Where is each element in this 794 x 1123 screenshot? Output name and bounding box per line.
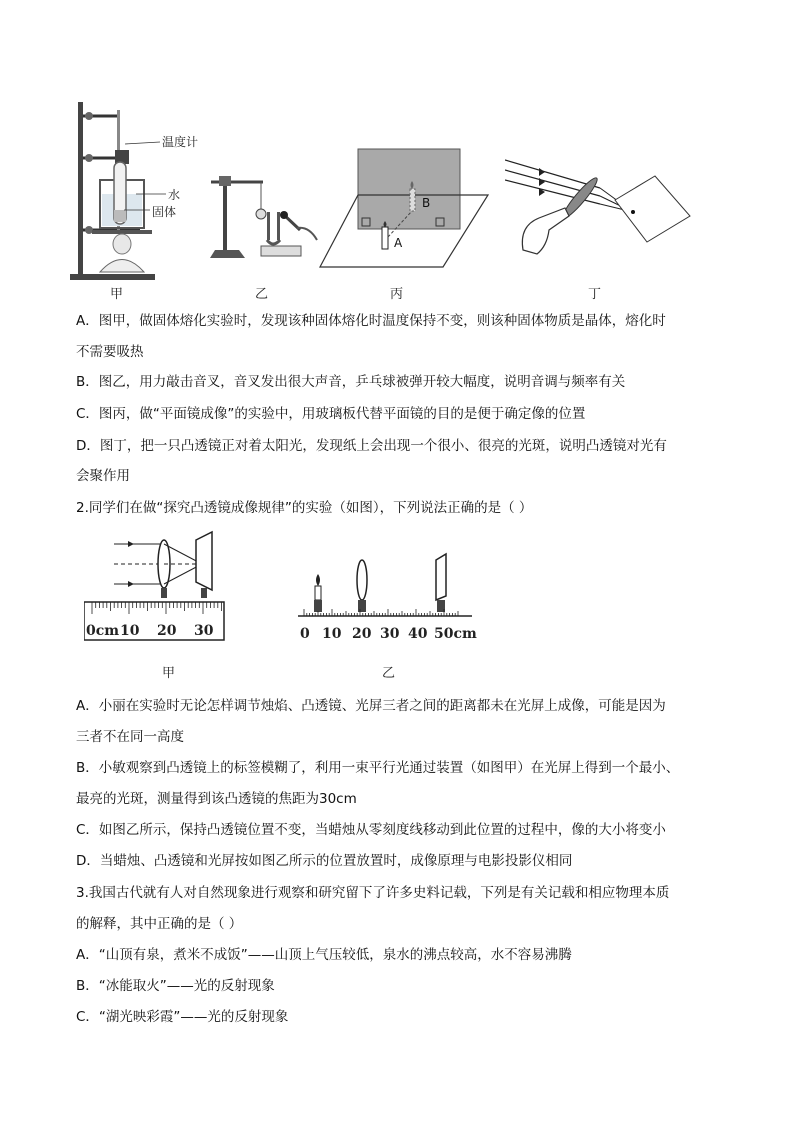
q2-jia-tick-10: 10 — [120, 623, 140, 639]
q1-option-a-line2: 不需要吸热 — [76, 344, 144, 360]
label-b: B — [422, 196, 431, 210]
q2-caption-jia: 甲 — [162, 666, 176, 681]
q1-option-d-line2: 会聚作用 — [76, 468, 130, 484]
q2-yi-tick-30: 30 — [380, 626, 400, 642]
q1-figures — [0, 0, 794, 300]
q3-option-c: C．“湖光映彩霞”——光的反射现象 — [76, 1009, 289, 1025]
q1-option-b: B．图乙，用力敲击音叉，音叉发出很大声音，乒乓球被弹开较大幅度，说明音调与频率有关 — [76, 374, 626, 390]
q1-option-c: C．图丙，做“平面镜成像”的实验中，用玻璃板代替平面镜的目的是便于确定像的位置 — [76, 406, 586, 422]
q2-jia-tick-20: 20 — [157, 623, 177, 639]
label-water: 水 — [168, 188, 181, 202]
figure-ding-convex-lens — [505, 150, 695, 260]
q2-jia-tick-0: 0cm — [86, 623, 120, 639]
caption-yi: 乙 — [255, 287, 269, 302]
q2-yi-tick-40: 40 — [408, 626, 428, 642]
q2-option-a-line1: A．小丽在实验时无论怎样调节烛焰、凸透镜、光屏三者之间的距离都未在光屏上成像，可能是因为 — [76, 698, 666, 714]
q2-option-a-line2: 三者不在同一高度 — [76, 729, 184, 745]
q2-figure-yi — [296, 548, 474, 628]
q2-yi-tick-50cm: 50cm — [434, 626, 477, 642]
q3-stem-line1: 3.我国古代就有人对自然现象进行观察和研究留下了许多史料记载，下列是有关记载和相应物理本质 — [76, 885, 670, 901]
figure-jia-melting-apparatus — [70, 102, 180, 282]
figure-bing-plane-mirror — [318, 145, 490, 270]
q3-option-b: B．“冰能取火”——光的反射现象 — [76, 978, 275, 994]
q1-option-d-line1: D．图丁，把一只凸透镜正对着太阳光，发现纸上会出现一个很小、很亮的光斑，说明凸透镜对光有 — [76, 438, 667, 454]
caption-bing: 丙 — [390, 287, 404, 302]
q2-jia-tick-30: 30 — [194, 623, 214, 639]
q1-option-a-line1: A．图甲，做固体熔化实验时，发现该种固体熔化时温度保持不变，则该种固体物质是晶体，熔化时 — [76, 313, 666, 329]
q3-stem-line2: 的解释，其中正确的是（ ） — [76, 916, 243, 932]
q2-stem: 2.同学们在做“探究凸透镜成像规律”的实验（如图），下列说法正确的是（ ） — [76, 500, 533, 516]
q2-caption-yi: 乙 — [382, 666, 396, 681]
q2-option-c: C．如图乙所示，保持凸透镜位置不变，当蜡烛从零刻度线移动到此位置的过程中，像的大小将变小 — [76, 822, 666, 838]
caption-ding: 丁 — [588, 287, 602, 302]
caption-jia: 甲 — [110, 287, 124, 302]
label-a: A — [394, 236, 403, 250]
q2-option-d: D．当蜡烛、凸透镜和光屏按如图乙所示的位置放置时，成像原理与电影投影仪相同 — [76, 853, 573, 869]
label-solid: 固体 — [152, 205, 177, 219]
q2-yi-tick-20: 20 — [352, 626, 372, 642]
label-thermometer: 温度计 — [162, 135, 199, 149]
q2-option-b-line1: B．小敏观察到凸透镜上的标签模糊了，利用一束平行光通过装置（如图甲）在光屏上得到一个最小、 — [76, 760, 680, 776]
q2-yi-tick-0: 0 — [300, 626, 310, 642]
q3-option-a: A．“山顶有泉，煮米不成饭”——山顶上气压较低，泉水的沸点较高，水不容易沸腾 — [76, 947, 572, 963]
q2-option-b-line2: 最亮的光斑，测量得到该凸透镜的焦距为30cm — [76, 791, 357, 807]
q2-yi-tick-10: 10 — [322, 626, 342, 642]
figure-yi-tuning-fork — [205, 170, 320, 265]
